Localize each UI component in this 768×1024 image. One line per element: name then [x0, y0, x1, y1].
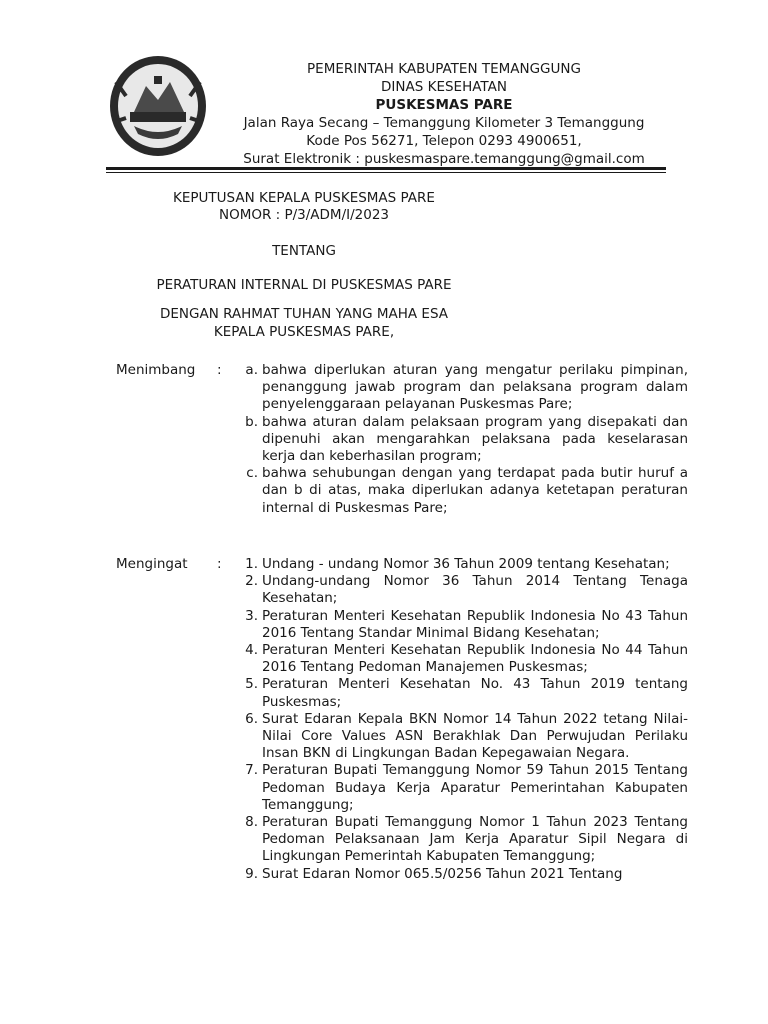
list-text: Peraturan Bupati Temanggung Nomor 59 Tahun 2015 Tentang Pedoman Budaya Kerja Aparatur Pemerintahan Kabupaten Temanggung; — [262, 762, 688, 813]
list-text: bahwa sehubungan dengan yang terdapat pada butir huruf a dan b di atas, maka diperlukan adanya ketetapan peraturan internal di Puskesmas Pare; — [262, 465, 688, 516]
list-text: Surat Edaran Kepala BKN Nomor 14 Tahun 2022 tetang Nilai-Nilai Core Values ASN Berakhlak Dan Perwujudan Perilaku Insan BKN di Lingkungan Badan Kepegawaian Negara. — [262, 710, 688, 762]
list-marker: 7. — [245, 762, 258, 779]
list-text: Surat Edaran Nomor 065.5/0256 Tahun 2021 Tentang — [262, 865, 623, 882]
list-item — [236, 866, 688, 883]
decree-number: NOMOR : P/3/ADM/I/2023 — [218, 207, 390, 223]
decree-about-heading: TENTANG — [272, 243, 336, 259]
list-item — [236, 608, 688, 642]
list-item — [236, 362, 688, 414]
list-item — [236, 556, 688, 573]
list-text: Undang-undang Nomor 36 Tahun 2014 Tentang Tenaga Kesehatan; — [262, 573, 688, 607]
decree-title: KEPUTUSAN KEPALA PUSKESMAS PARE — [173, 190, 435, 206]
menimbang-colon: : — [217, 362, 222, 378]
list-marker: 1. — [245, 556, 258, 572]
list-item — [236, 465, 688, 517]
letterhead-divider-thin — [106, 172, 666, 173]
letterhead — [222, 60, 666, 168]
list-marker: a. — [245, 362, 258, 378]
letterhead-address: Jalan Raya Secang – Temanggung Kilometer 3 Temanggung — [243, 115, 645, 131]
letterhead-government: PEMERINTAH KABUPATEN TEMANGGUNG — [307, 61, 581, 77]
list-text: Peraturan Menteri Kesehatan No. 43 Tahun 2019 tentang Puskesmas; — [262, 676, 688, 710]
list-item — [236, 814, 688, 866]
mengingat-colon: : — [217, 556, 222, 572]
list-text: Peraturan Menteri Kesehatan Republik Indonesia No 43 Tahun 2016 Tentang Standar Minimal Bidang Kesehatan; — [262, 607, 688, 641]
list-marker: c. — [246, 465, 258, 482]
list-item — [236, 676, 688, 710]
list-text: bahwa diperlukan aturan yang mengatur perilaku pimpinan, penanggung jawab program dan pelaksana program dalam penyelenggaraan pelayanan Puskesmas Pare; — [262, 362, 688, 413]
letterhead-department: DINAS KESEHATAN — [381, 79, 507, 95]
list-item — [236, 573, 688, 607]
list-marker: 6. — [245, 710, 258, 727]
list-item — [236, 642, 688, 676]
list-marker: 2. — [245, 573, 258, 590]
temanggung-emblem-logo — [104, 52, 212, 160]
list-marker: 5. — [245, 676, 258, 693]
list-text: Peraturan Menteri Kesehatan Republik Indonesia No 44 Tahun 2016 Tentang Pedoman Manajemen Puskesmas; — [262, 642, 688, 676]
decree-issuer: KEPALA PUSKESMAS PARE, — [213, 324, 395, 340]
list-item — [236, 414, 688, 466]
decree-subject: PERATURAN INTERNAL DI PUSKESMAS PARE — [156, 277, 452, 293]
list-text: Undang - undang Nomor 36 Tahun 2009 tentang Kesehatan; — [262, 556, 670, 572]
letterhead-divider-thick — [106, 167, 666, 170]
mengingat-label: Mengingat — [116, 556, 188, 572]
list-item — [236, 711, 688, 763]
list-marker: 9. — [245, 865, 258, 882]
list-marker: 8. — [245, 814, 258, 831]
list-item — [236, 762, 688, 814]
list-text: bahwa aturan dalam pelaksaan program yang disepakati dan dipenuhi akan mengarahkan pelaksana pada keselarasan kerja dan keberhasilan program; — [262, 413, 688, 465]
mengingat-list — [236, 556, 688, 883]
menimbang-list — [236, 362, 688, 517]
menimbang-label: Menimbang — [116, 362, 196, 378]
decree-invocation: DENGAN RAHMAT TUHAN YANG MAHA ESA — [159, 306, 449, 322]
letterhead-institution: PUSKESMAS PARE — [375, 97, 513, 113]
list-marker: 4. — [245, 642, 258, 659]
list-marker: b. — [245, 413, 258, 430]
list-marker: 3. — [245, 607, 258, 624]
letterhead-postal-phone: Kode Pos 56271, Telepon 0293 4900651, — [306, 133, 582, 149]
list-text: Peraturan Bupati Temanggung Nomor 1 Tahun 2023 Tentang Pedoman Pelaksanaan Jam Kerja Aparatur Sipil Negara di Lingkungan Pemerintah Kabupaten Temanggung; — [262, 814, 688, 865]
letterhead-email: Surat Elektronik : puskesmaspare.temanggung@gmail.com — [243, 151, 645, 167]
